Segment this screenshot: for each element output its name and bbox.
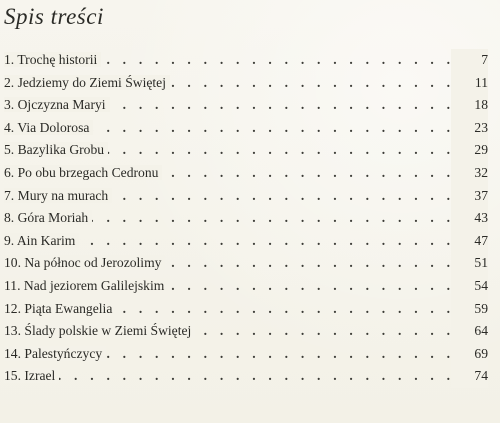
toc-page-number: 43: [451, 207, 488, 230]
toc-entry-number: 13.: [4, 323, 21, 339]
toc-entry-label: [4, 233, 79, 248]
toc-entry-title: Ślady polskie w Ziemi Świętej: [24, 323, 192, 339]
toc-entry-title: Na północ od Jerozolimy: [24, 255, 162, 271]
toc-page-number: 37: [451, 185, 488, 208]
toc-entry-title: Po obu brzegach Cedronu: [17, 164, 159, 180]
toc-page-number: 11: [451, 72, 488, 95]
dot-leader: [4, 365, 450, 388]
toc-entry-title: Ain Karim: [16, 232, 76, 248]
toc-entry-label: [4, 301, 116, 316]
toc-entry-label: [4, 368, 59, 383]
page-title: Spis treści: [4, 4, 104, 29]
toc-entry: [4, 320, 488, 343]
toc-entry-number: 7.: [4, 187, 15, 203]
toc-entry-title: Ojczyzna Maryi: [17, 97, 106, 113]
toc-entry: [4, 207, 488, 230]
toc-entry-title: Nad jeziorem Galilejskim: [23, 277, 165, 293]
toc-entry-title: Izrael: [24, 368, 56, 384]
toc-entry-label: [4, 165, 162, 180]
toc-entry-title: Trochę historii: [17, 52, 98, 67]
toc-entry-label: [4, 255, 165, 270]
toc-page-number: 74: [451, 365, 488, 388]
toc-page-number: 29: [451, 139, 488, 162]
toc-page-number: 18: [451, 94, 488, 117]
toc-page-number: 64: [451, 320, 488, 343]
toc-page-number: 54: [451, 275, 488, 298]
toc-entry-label: [4, 346, 106, 361]
toc-entry-number: 15.: [4, 368, 21, 384]
toc-entry: [4, 139, 488, 162]
toc-entry: [4, 49, 488, 72]
toc-entry-number: 14.: [4, 345, 21, 361]
toc-entry-number: 8.: [4, 210, 15, 226]
toc-entry: [4, 343, 488, 366]
toc-entry-label: [4, 97, 110, 112]
toc-entry-title: Bazylika Grobu: [17, 142, 105, 158]
toc-page-number: 32: [451, 162, 488, 185]
toc-entry-label: [4, 120, 93, 135]
toc-entry-title: Palestyńczycy: [24, 345, 103, 361]
toc-entry-number: 4.: [4, 119, 15, 135]
toc-entry-number: 9.: [4, 232, 15, 248]
toc-entry: [4, 162, 488, 185]
toc-entry: [4, 94, 488, 117]
toc-entry-label: [4, 188, 112, 203]
toc-page-number: 51: [451, 252, 488, 275]
toc-entry: [4, 185, 488, 208]
toc-entry-label: [4, 278, 168, 293]
toc-entry: [4, 365, 488, 388]
toc-entry-label: [4, 75, 170, 90]
toc-entry-title: Góra Moriah: [17, 210, 89, 226]
toc-entry-number: 3.: [4, 97, 15, 113]
toc-entry: [4, 230, 488, 253]
toc-entry-label: [4, 323, 195, 338]
toc-page-number: 59: [451, 298, 488, 321]
toc-entry: [4, 72, 488, 95]
toc-entry-number: 5.: [4, 142, 15, 158]
toc-entry-title: Piąta Ewangelia: [24, 300, 113, 316]
toc-page-number: 23: [451, 117, 488, 140]
toc-entry-number: 2.: [4, 74, 15, 90]
toc-entry-title: Via Dolorosa: [17, 119, 90, 135]
toc-page-number: 47: [451, 230, 488, 253]
toc-entry-label: [4, 210, 92, 225]
toc-entry-number: 6.: [4, 164, 15, 180]
toc-entry-label: [4, 142, 108, 157]
toc-entry-number: 1.: [4, 52, 15, 67]
table-of-contents: [4, 49, 488, 388]
toc-entry: [4, 298, 488, 321]
toc-page-number: 69: [451, 343, 488, 366]
toc-entry: [4, 117, 488, 140]
toc-entry-number: 10.: [4, 255, 21, 271]
toc-entry-label: [4, 52, 101, 67]
toc-entry-number: 12.: [4, 300, 21, 316]
toc-entry: [4, 275, 488, 298]
toc-entry: [4, 252, 488, 275]
toc-entry-title: Mury na murach: [17, 187, 109, 203]
toc-entry-number: 11.: [4, 277, 21, 293]
toc-entry-title: Jedziemy do Ziemi Świętej: [17, 74, 166, 90]
toc-page-number: 7: [451, 49, 488, 72]
